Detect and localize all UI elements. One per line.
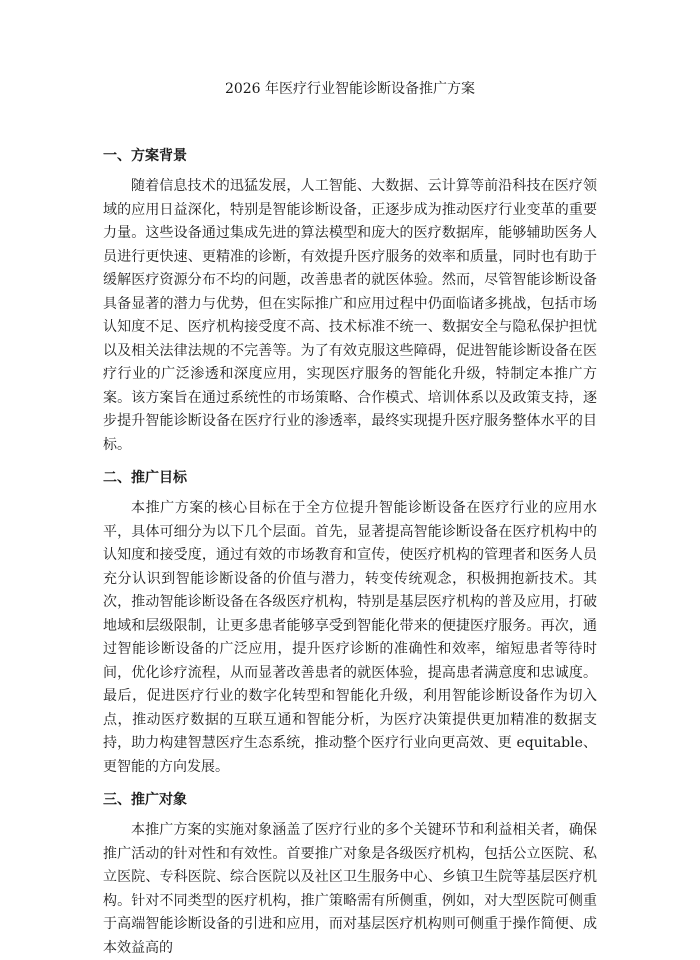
document-title: 2026 年医疗行业智能诊断设备推广方案 bbox=[224, 81, 476, 97]
section-targets bbox=[103, 789, 597, 960]
section-heading: 二、推广目标 bbox=[103, 470, 187, 486]
section-paragraph: 本推广方案的实施对象涵盖了医疗行业的多个关键环节和利益相关者，确保推广活动的针对性和有效性。首要推广对象是各级医疗机构，包括公立医院、私立医院、专科医院、综合医院以及社区卫生服务中心、乡镇卫生院等基层医疗机构。针对不同类型的医疗机构，推广策略需有所侧重，例如，对大型医院可侧重于高端智能诊断设备的引进和应用，而对基层医疗机构则可侧重于操作简便、成本效益高的 bbox=[103, 822, 597, 956]
section-goals bbox=[103, 467, 597, 779]
section-background bbox=[103, 145, 597, 457]
section-heading: 一、方案背景 bbox=[103, 148, 187, 164]
section-paragraph: 本推广方案的核心目标在于全方位提升智能诊断设备在医疗行业的应用水平，具体可细分为以下几个层面。首先，显著提高智能诊断设备在医疗机构中的认知度和接受度，通过有效的市场教育和宣传，使医疗机构的管理者和医务人员充分认识到智能诊断设备的价值与潜力，转变传统观念，积极拥抱新技术。其次，推动智能诊断设备在各级医疗机构，特别是基层医疗机构的普及应用，打破地域和层级限制，让更多患者能够享受到智能化带来的便捷医疗服务。再次，通过智能诊断设备的广泛应用，提升医疗诊断的准确性和效率，缩短患者等待时间，优化诊疗流程，从而显著改善患者的就医体验，提高患者满意度和忠诚度。最后，促进医疗行业的数字化转型和智能化升级，利用智能诊断设备作为切入点，推动医疗数据的互联互通和智能分析，为医疗决策提供更加精准的数据支持，助力构建智慧医疗生态系统，推动整个医疗行业向更高效、更 equitable、更智能的方向发展。 bbox=[103, 500, 597, 775]
section-heading: 三、推广对象 bbox=[103, 792, 187, 808]
section-paragraph: 随着信息技术的迅猛发展，人工智能、大数据、云计算等前沿科技在医疗领域的应用日益深化，特别是智能诊断设备，正逐步成为推动医疗行业变革的重要力量。这些设备通过集成先进的算法模型和庞大的医疗数据库，能够辅助医务人员进行更快速、更精准的诊断，有效提升医疗服务的效率和质量，同时也有助于缓解医疗资源分布不均的问题，改善患者的就医体验。然而，尽管智能诊断设备具备显著的潜力与优势，但在实际推广和应用过程中仍面临诸多挑战，包括市场认知度不足、医疗机构接受度不高、技术标准不统一、数据安全与隐私保护担忧以及相关法律法规的不完善等。为了有效克服这些障碍，促进智能诊断设备在医疗行业的广泛渗透和深度应用，实现医疗服务的智能化升级，特制定本推广方案。该方案旨在通过系统性的市场策略、合作模式、培训体系以及政策支持，逐步提升智能诊断设备在医疗行业的渗透率，最终实现提升医疗服务整体水平的目标。 bbox=[103, 178, 597, 453]
